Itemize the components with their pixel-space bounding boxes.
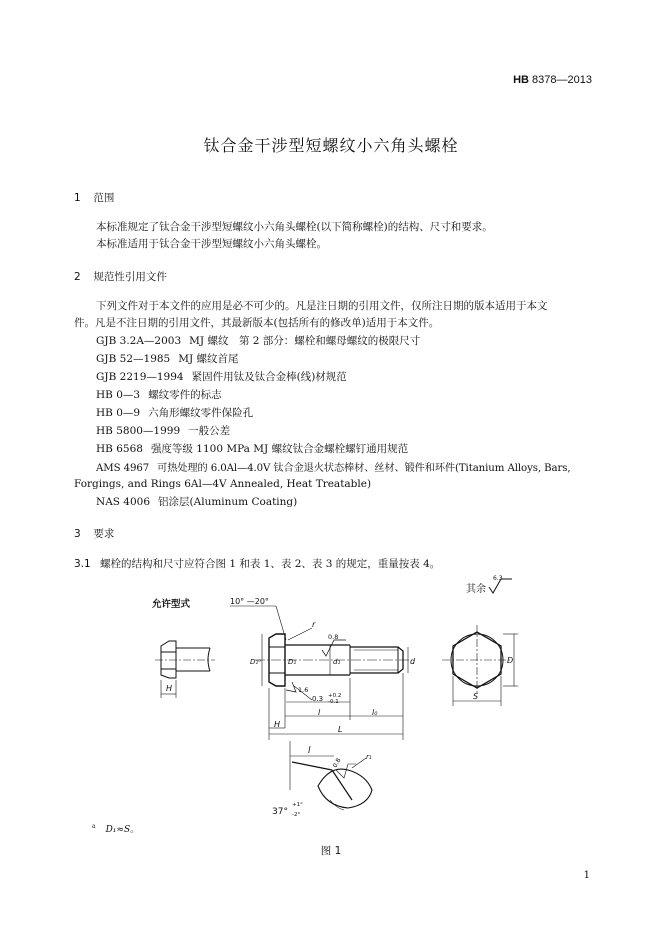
chamfer-angle-label: 10° —20° bbox=[230, 597, 269, 606]
allowed-form-view bbox=[155, 641, 215, 698]
head-dia-footnote-label: D₁ᵃ bbox=[250, 658, 261, 666]
reference-title: 紧固件用钛及钛合金棒(线)材规范 bbox=[191, 371, 347, 383]
reference-item bbox=[96, 494, 297, 509]
reference-code: HB 0—9 bbox=[96, 407, 141, 419]
total-length-label: L bbox=[338, 725, 343, 734]
reference-item bbox=[96, 369, 347, 384]
hex-end-view bbox=[442, 625, 518, 706]
shank-length-label: l bbox=[318, 708, 321, 717]
standard-number bbox=[513, 74, 592, 86]
section-2-heading bbox=[74, 269, 167, 284]
across-flats-label: S bbox=[473, 692, 479, 701]
reference-title: 螺纹零件的标志 bbox=[148, 389, 222, 401]
section-number: 3 bbox=[74, 528, 81, 540]
thread-length-label: l₀ bbox=[372, 708, 378, 717]
bolt-main-view bbox=[230, 606, 412, 740]
roughness-16-label: 1.6 bbox=[298, 686, 309, 694]
detail-length-label: l bbox=[308, 746, 311, 756]
allowed-form-h-label: H bbox=[166, 684, 173, 693]
reference-item bbox=[96, 351, 239, 366]
footnote-text: D₁≈S。 bbox=[105, 825, 140, 835]
paragraph-refs-intro-2: 件。凡是不注日期的引用文件，其最新版本(包括所有的修改单)适用于本文件。 bbox=[74, 317, 440, 329]
reference-item bbox=[96, 423, 230, 438]
thread-dia-label: d bbox=[410, 657, 416, 666]
reference-item bbox=[96, 387, 222, 402]
head-height-label: H bbox=[274, 720, 281, 729]
reference-continuation: Forgings, and Rings 6Al—4V Annealed, Heat Treatable) bbox=[74, 478, 372, 490]
standard-code-number: 8378—2013 bbox=[532, 74, 592, 86]
section-title: 规范性引用文件 bbox=[93, 271, 167, 283]
bolt-drawing bbox=[0, 570, 662, 840]
fillet-r-label: r bbox=[312, 620, 316, 629]
reference-code: AMS 4967 bbox=[96, 463, 150, 474]
cone-angle-label: 37° bbox=[272, 807, 288, 817]
tolerance-upper: +0.2 bbox=[328, 693, 342, 699]
roughness-08-label: 0.8 bbox=[328, 633, 339, 641]
section-number: 1 bbox=[74, 192, 81, 204]
cone-angle-lower-tol: -2° bbox=[292, 812, 301, 818]
detail-radius-label: r₁ bbox=[366, 753, 372, 761]
section-3-heading bbox=[74, 526, 114, 541]
reference-title: MJ 螺纹 第 2 部分：螺栓和螺母螺纹的极限尺寸 bbox=[189, 335, 421, 347]
paragraph-scope-1: 本标准规定了钛合金干涉型短螺纹小六角头螺栓(以下简称螺栓)的结构、尺寸和要求。 bbox=[96, 221, 493, 233]
tolerance-base: 0.3 bbox=[312, 695, 324, 703]
figure-footnote bbox=[92, 822, 139, 835]
across-corners-label: D bbox=[507, 656, 514, 665]
head-bearing-dia-label: D₁ bbox=[288, 658, 297, 666]
detail-roughness-label: 0.8 bbox=[331, 757, 343, 769]
reference-code: HB 6568 bbox=[96, 443, 143, 455]
reference-item bbox=[96, 441, 408, 456]
allowed-form-label: 允许型式 bbox=[152, 599, 191, 610]
shank-dia-label: d₁ bbox=[333, 658, 341, 666]
reference-code: HB 5800—1999 bbox=[96, 425, 181, 437]
section-number: 2 bbox=[74, 271, 81, 283]
reference-title: 六角形螺纹零件保险孔 bbox=[148, 407, 254, 419]
reference-code: GJB 2219—1994 bbox=[96, 371, 184, 383]
reference-title: 铝涂层(Aluminum Coating) bbox=[158, 496, 298, 508]
clause-number: 3.1 bbox=[74, 558, 91, 570]
reference-title: 强度等级 1100 MPa MJ 螺纹钛合金螺栓螺钉通用规范 bbox=[150, 443, 409, 455]
reference-item bbox=[96, 333, 420, 348]
page-number: 1 bbox=[583, 870, 590, 881]
page-title: 钛合金干涉型短螺纹小六角头螺栓 bbox=[203, 136, 459, 155]
reference-code: GJB 52—1985 bbox=[96, 353, 171, 365]
reference-code: HB 0—3 bbox=[96, 389, 141, 401]
clause-text: 螺栓的结构和尺寸应符合图 1 和表 1、表 2、表 3 的规定，重量按表 4。 bbox=[100, 558, 441, 570]
thread-transition-detail bbox=[290, 741, 372, 810]
paragraph-scope-2: 本标准适用于钛合金干涉型短螺纹小六角头螺栓。 bbox=[96, 238, 327, 250]
rest-label: 其余 bbox=[466, 584, 486, 595]
paragraph-refs-intro-1: 下列文件对于本文件的应用是必不可少的。凡是注日期的引用文件，仅所注日期的版本适用于本文 bbox=[96, 300, 548, 312]
reference-item bbox=[96, 459, 571, 474]
reference-title: 一般公差 bbox=[188, 425, 231, 437]
reference-code: NAS 4006 bbox=[96, 496, 151, 508]
reference-item bbox=[96, 405, 253, 420]
figure-caption: 图 1 bbox=[320, 845, 342, 857]
section-1-heading bbox=[74, 190, 114, 205]
reference-title: 可热处理的 6.0Al—4.0V 钛合金退火状态棒材、丝材、锻件和环件(Titanium Alloys, Bars, bbox=[157, 463, 571, 474]
section-title: 范围 bbox=[93, 192, 115, 204]
tolerance-lower: -0.1 bbox=[328, 699, 339, 705]
rest-roughness-value: 6.3 bbox=[493, 575, 503, 582]
cone-angle-upper-tol: +1° bbox=[292, 802, 303, 808]
reference-title: MJ 螺纹首尾 bbox=[178, 353, 239, 365]
footnote-mark: a bbox=[92, 823, 96, 830]
standard-code-prefix: HB bbox=[513, 74, 529, 86]
reference-code: GJB 3.2A—2003 bbox=[96, 335, 182, 347]
section-title: 要求 bbox=[93, 528, 115, 540]
